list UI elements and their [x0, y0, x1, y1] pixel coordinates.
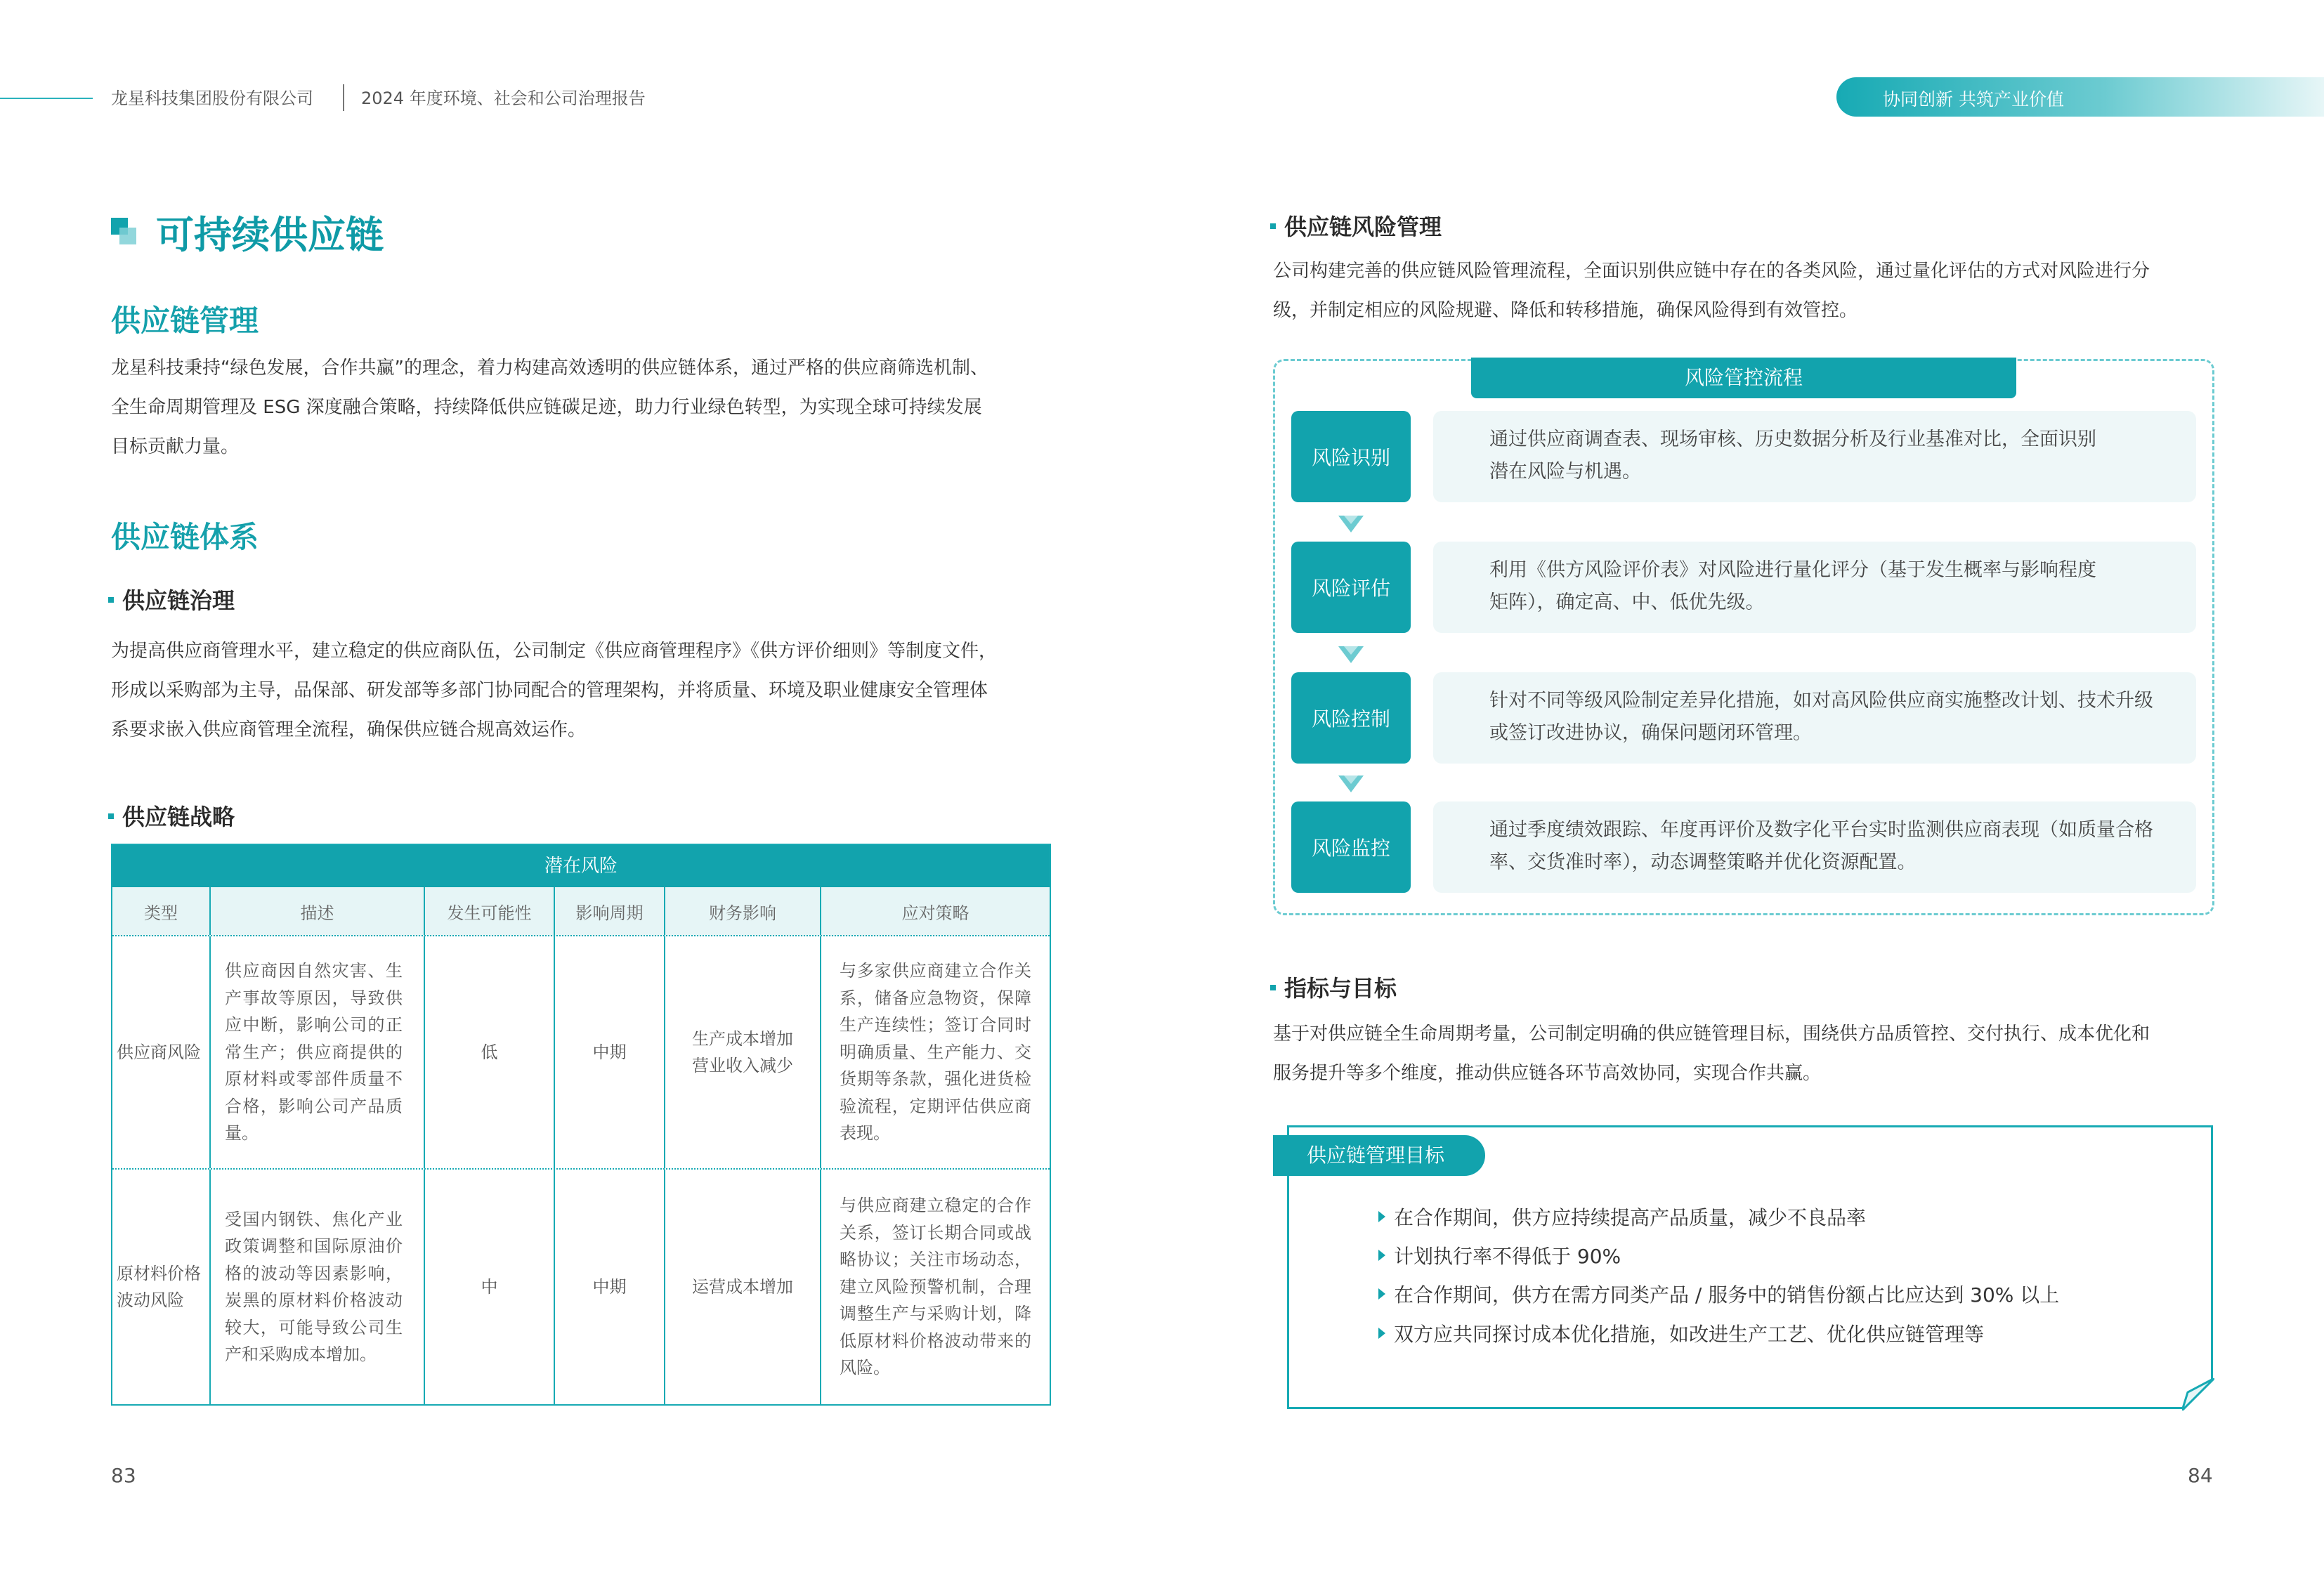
column-header: 类型 [112, 887, 211, 935]
cell-likelihood: 低 [425, 936, 555, 1168]
column-header: 描述 [211, 887, 425, 935]
flow-step-monitor: 风险监控 [1291, 801, 1411, 893]
column-header: 影响周期 [555, 887, 665, 935]
target-item: 在合作期间，供方在需方同类产品 / 服务中的销售份额占比应达到 30% 以上 [1378, 1280, 2059, 1308]
section-title-system: 供应链体系 [111, 520, 259, 554]
subsection-title-governance: 供应链治理 [108, 583, 235, 615]
cell-period: 中期 [555, 1170, 665, 1404]
page-title: 可持续供应链 [156, 213, 384, 257]
subsection-title-risk-management: 供应链风险管理 [1270, 209, 1442, 242]
paragraph-line: 龙星科技秉持“绿色发展，合作共赢”的理念，着力构建高效透明的供应链体系，通过严格的供应商筛选机制、 [111, 358, 988, 379]
section-tag [1836, 77, 2324, 117]
target-item: 计划执行率不得低于 90% [1378, 1241, 1621, 1269]
paragraph-line: 为提高供应商管理水平，建立稳定的供应商队伍，公司制定《供应商管理程序》《供方评价细则》等制度文件， [111, 641, 998, 662]
cell-type: 供应商风险 [112, 936, 211, 1168]
risk-table [111, 844, 1051, 1406]
flow-step-description: 针对不同等级风险制定差异化措施，如对高风险供应商实施整改计划、技术升级 或签订改进协议，确保问题闭环管理。 [1433, 672, 2196, 764]
flow-step-identify: 风险识别 [1291, 411, 1411, 502]
targets-paragraph [1273, 1014, 2257, 1093]
page-number-left: 83 [111, 1464, 136, 1487]
targets-box-title: 供应链管理目标 [1273, 1135, 1485, 1176]
risk-flow-title: 风险管控流程 [1471, 358, 2016, 398]
header-divider [343, 84, 344, 111]
header-report-title: 2024 年度环境、社会和公司治理报告 [361, 89, 646, 108]
column-header: 发生可能性 [425, 887, 555, 935]
subsection-title-strategy: 供应链战略 [108, 799, 235, 832]
cell-period: 中期 [555, 936, 665, 1168]
cell-desc: 受国内钢铁、焦化产业政策调整和国际原油价格的波动等因素影响，炭黑的原材料价格波动较大，可能导致公司生产和采购成本增加。 [211, 1170, 425, 1404]
cell-type: 原材料价格波动风险 [112, 1170, 211, 1404]
cell-finance: 生产成本增加营业收入减少 [665, 936, 821, 1168]
paragraph-line: 目标贡献力量。 [111, 436, 240, 457]
paragraph-line: 基于对供应链全生命周期考量，公司制定明确的供应链管理目标，围绕供方品质管控、交付执行、成本优化和 [1273, 1023, 2150, 1045]
flow-step-description: 通过季度绩效跟踪、年度再评价及数字化平台实时监测供应商表现（如质量合格 率、交货准时率），动态调整策略并优化资源配置。 [1433, 801, 2196, 893]
flow-step-description: 通过供应商调查表、现场审核、历史数据分析及行业基准对比，全面识别 潜在风险与机遇。 [1433, 411, 2196, 502]
section-tag-label: 协同创新 共筑产业价值 [1883, 89, 2064, 110]
table-title: 潜在风险 [112, 845, 1050, 887]
arrow-down-icon [1337, 514, 1365, 534]
paragraph-line: 级，并制定相应的风险规避、降低和转移措施，确保风险得到有效管控。 [1273, 300, 1858, 321]
table-header-row [112, 887, 1050, 936]
management-paragraph [111, 348, 1095, 466]
header-company: 龙星科技集团股份有限公司 [111, 89, 313, 108]
column-header: 财务影响 [665, 887, 821, 935]
cell-finance: 运营成本增加 [665, 1170, 821, 1404]
flow-step-control: 风险控制 [1291, 672, 1411, 764]
page-fold-icon [2182, 1378, 2214, 1411]
flow-step-assess: 风险评估 [1291, 542, 1411, 633]
arrow-down-icon [1337, 645, 1365, 665]
cell-strategy: 与供应商建立稳定的合作关系，签订长期合同或战略协议；关注市场动态，建立风险预警机制，合理调整生产与采购计划，降低原材料价格波动带来的风险。 [840, 1196, 1031, 1378]
paragraph-line: 系要求嵌入供应商管理全流程，确保供应链合规高效运作。 [111, 719, 587, 740]
page-number-right: 84 [2188, 1464, 2213, 1487]
flow-step-description: 利用《供方风险评价表》对风险进行量化评分（基于发生概率与影响程度 矩阵），确定高、中、低优先级。 [1433, 542, 2196, 633]
cell-desc: 供应商因自然灾害、生产事故等原因，导致供应中断，影响公司的正常生产；供应商提供的原材料或零部件质量不合格，影响公司产品质量。 [211, 936, 425, 1168]
cell-likelihood: 中 [425, 1170, 555, 1404]
title-square-icon [111, 218, 136, 246]
target-item: 双方应共同探讨成本优化措施，如改进生产工艺、优化供应链管理等 [1378, 1319, 1984, 1347]
column-header: 应对策略 [901, 903, 970, 923]
arrow-down-icon [1337, 774, 1365, 794]
risk-management-paragraph [1273, 251, 2257, 330]
target-item: 在合作期间，供方应持续提高产品质量，减少不良品率 [1378, 1203, 1866, 1231]
table-row [112, 1170, 1050, 1404]
cell-strategy: 与多家供应商建立合作关系，储备应急物资，保障生产连续性；签订合同时明确质量、生产能力、交货期等条款，强化进货检验流程，定期评估供应商表现。 [840, 961, 1031, 1144]
subsection-title-targets: 指标与目标 [1270, 971, 1397, 1003]
section-title-management: 供应链管理 [111, 303, 259, 338]
paragraph-line: 公司构建完善的供应链风险管理流程，全面识别供应链中存在的各类风险，通过量化评估的方式对风险进行分 [1273, 261, 2150, 282]
table-row [112, 936, 1050, 1170]
paragraph-line: 形成以采购部为主导，品保部、研发部等多部门协同配合的管理架构，并将质量、环境及职业健康安全管理体 [111, 680, 988, 701]
header-rule [0, 98, 93, 99]
governance-paragraph [111, 632, 1095, 750]
paragraph-line: 全生命周期管理及 ESG 深度融合策略，持续降低供应链碳足迹，助力行业绿色转型，为实现全球可持续发展 [111, 397, 982, 418]
paragraph-line: 服务提升等多个维度，推动供应链各环节高效协同，实现合作共赢。 [1273, 1063, 1822, 1084]
